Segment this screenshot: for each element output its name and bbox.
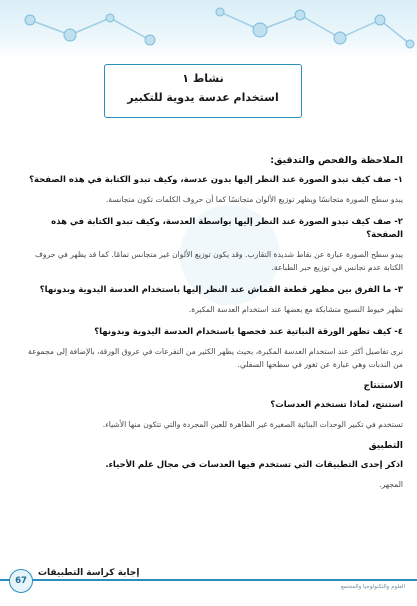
activity-number: نشاط ١ <box>182 72 224 85</box>
footer-series-text: العلوم والتكنولوجيا والمجتمع <box>340 584 405 590</box>
top-banner <box>0 0 417 58</box>
answer-4: نرى تفاصيل أكثر عند استخدام العدسة المكبرة، بحيث يظهر الكثير من التفرعات في عروق الورقة، بالإضافة إلى مجموعة من الندبات وهي عبارة عن ثغور في سطحها السفلي. <box>28 347 403 369</box>
molecule-decoration-icon <box>0 0 417 58</box>
footer-divider <box>0 579 417 581</box>
question-4: ٤- كيف تظهر الورقة النباتية عند فحصها باستخدام العدسة اليدوية وبدونها؟ <box>94 327 403 337</box>
question-2: ٢- صف كيف تبدو الصورة عند النظر إليها بواسطة العدسة، وكيف تبدو الكتابة في هذه الصفحة؟ <box>51 217 403 240</box>
application-heading: التطبيق <box>368 441 403 451</box>
conclusion-question: استنتج، لماذا تستخدم العدسات؟ <box>270 400 403 410</box>
application-question: اذكر إحدى التطبيقات التي تستخدم فيها العدسات في مجال علم الأحياء. <box>105 460 403 470</box>
question-1: ١- صف كيف تبدو الصورة عند النظر إليها بدون عدسة، وكيف تبدو الكتابة في هذه الصفحة؟ <box>29 175 403 185</box>
answer-3: تظهر خيوط النسيج متشابكة مع بعضها عند استخدام العدسة المكبرة. <box>188 305 403 314</box>
activity-content <box>18 155 403 501</box>
activity-title-box <box>104 64 302 118</box>
page-footer <box>0 565 417 606</box>
conclusion-heading: الاستنتاج <box>363 381 403 391</box>
answer-2: يبدو سطح الصورة عبارة عن نقاط شديدة التقارب. وقد يكون توزيع الألوان غير متجانس تمامًا. كما قد يظهر في حروف الكتابة عدم تجانس في توزيع حبر الطباعة. <box>34 250 403 272</box>
question-3: ٣- ما الفرق بين مظهر قطعة القماش عند النظر إليها باستخدام العدسة اليدوية وبدونها؟ <box>39 285 403 295</box>
activity-title: استخدام عدسة يدوية للتكبير <box>127 91 279 104</box>
application-answer: المجهر. <box>379 480 403 489</box>
page-number: 67 <box>9 569 33 593</box>
observation-heading: الملاحظة والفحص والتدقيق: <box>270 155 403 166</box>
footer-book-title: إجابة كراسة التطبيقات <box>38 568 140 578</box>
conclusion-answer: تستخدم في تكبير الوحدات البنائية الصغيرة غير الظاهرة للعين المجردة والتي تتكون منها الأشياء. <box>102 420 403 429</box>
answer-1: يبدو سطح الصورة متجانسًا ويظهر توزيع الألوان متجانسًا كما أن حروف الكلمات تكون متجانسة. <box>105 195 403 204</box>
